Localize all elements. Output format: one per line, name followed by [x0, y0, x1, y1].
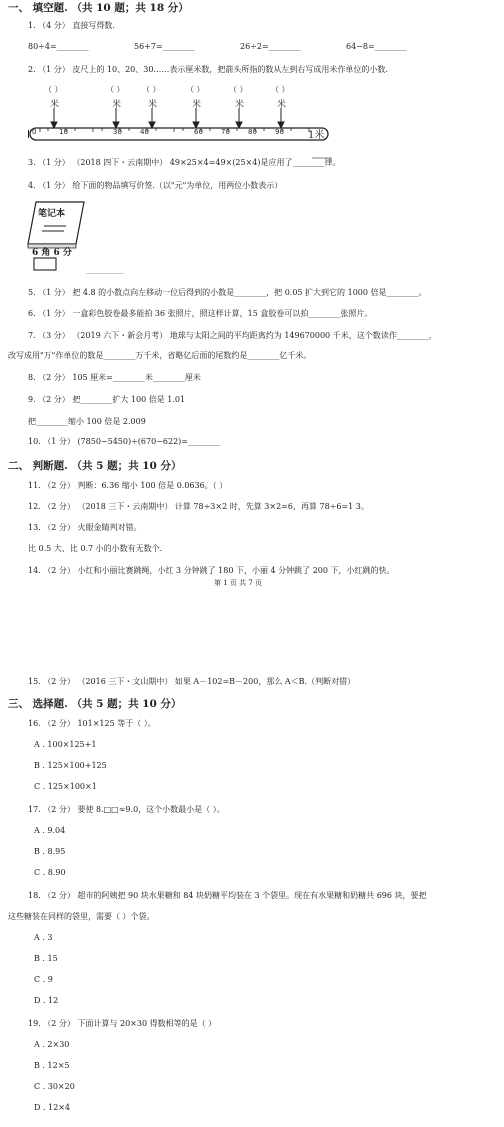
tick-label: 90: [275, 128, 284, 136]
question-9-line1: 9. （2 分） 把________扩大 100 倍是 1.01: [28, 395, 186, 404]
tick-label: 40: [140, 128, 149, 136]
q2-bracket: （ ）: [186, 85, 205, 94]
question-6: 6. （1 分） 一盒彩色胶卷最多能拍 36 张照片，照这样计算，15 盒胶卷可以拍________张照片。: [28, 309, 373, 318]
q2-bracket: （ ）: [106, 85, 125, 94]
q1-item: 26÷2=________: [240, 42, 301, 51]
question-7-line1: 7. （3 分） （2019 六下・新会月考） 地球与太阳之间的平均距离约为 149670000 千米，这个数读作________，: [28, 331, 437, 340]
q2-bracket: （ ）: [271, 85, 290, 94]
option-19c: C . 30×20: [34, 1082, 75, 1091]
page-footer: 第 1 页 共 7 页: [214, 579, 263, 587]
option-16a: A . 100×125+1: [34, 740, 97, 749]
q2-unit: 米: [148, 100, 158, 110]
option-17b: B . 8.95: [34, 847, 66, 856]
q2-unit: 米: [235, 100, 245, 110]
tick-label: 30: [113, 128, 122, 136]
q2-arrows: [0, 0, 504, 200]
question-4-stem: 4. （1 分） 给下面的物品填写价签.（以"元"为单位，用两位小数表示）: [28, 181, 283, 190]
option-19b: B . 12×5: [34, 1061, 70, 1070]
question-19-stem: 19. （2 分） 下面计算与 20×30 得数相等的是（ ）: [28, 1019, 217, 1028]
option-17a: A . 9.04: [34, 826, 66, 835]
q2-bracket: （ ）: [142, 85, 161, 94]
tick-label: 80: [248, 128, 257, 136]
question-9-line2: 把________缩小 100 倍是 2.009: [28, 417, 146, 426]
question-16-stem: 16. （2 分） 101×125 等于（ ）。: [28, 719, 156, 728]
tick-label: 0: [32, 128, 37, 136]
answer-line: [86, 273, 124, 274]
q1-item: 56+7=________: [134, 42, 195, 51]
section-title-judge: 二、 判断题. （共 5 题；共 10 分）: [8, 460, 182, 472]
question-1-stem: 1. （4 分） 直接写得数.: [28, 21, 115, 30]
option-17c: C . 8.90: [34, 868, 66, 877]
tape-end-label: 1米: [308, 130, 325, 141]
section-title-fill-blank: 一、 填空题. （共 10 题；共 18 分）: [8, 2, 189, 14]
question-8: 8. （2 分） 105 厘米=________米________厘米: [28, 373, 201, 382]
question-2-stem: 2. （1 分） 皮尺上的 10、20、30……表示厘米数，把箭头所指的数从左到右写成用米作单位的小数.: [28, 65, 388, 74]
question-18-line2: 这些糖装在同样的袋里，需要（ ）个袋。: [8, 912, 155, 921]
section-title-choice: 三、 选择题. （共 5 题；共 10 分）: [8, 698, 182, 710]
question-5: 5. （1 分） 把 4.8 的小数点向左移动一位后得到的小数是________，把 0.05 扩大到它的 1000 倍是________。: [28, 288, 427, 297]
question-12: 12. （2 分） （2018 三下・云南期中） 计算 78÷3×2 时，先算 3×2=6，再算 78÷6=1 3。: [28, 502, 369, 511]
tick-label: 70: [221, 128, 230, 136]
option-18c: C . 9: [34, 975, 53, 984]
option-16b: B . 125×100+125: [34, 761, 107, 770]
option-19d: D . 12×4: [34, 1103, 71, 1112]
question-13-line2: 比 0.5 大、比 0.7 小的小数有无数个.: [28, 544, 163, 553]
question-14: 14. （2 分） 小红和小丽比赛跳绳，小红 3 分钟跳了 180 下，小丽 4 分钟跳了 200 下，小红跳的快。: [28, 566, 395, 575]
question-11: 11. （2 分） 判断：6.36 缩小 100 倍是 0.0636。（ ）: [28, 481, 228, 490]
q2-bracket: （ ）: [229, 85, 248, 94]
option-16c: C . 125×100×1: [34, 782, 97, 791]
question-15: 15. （2 分） （2016 三下・文山期中） 如果 A－102=B－200，那么 A＜B.（判断对错）: [28, 677, 356, 686]
question-10: 10. （1 分） (7850−5450)÷(670−622)=________: [28, 437, 220, 446]
notebook-price: 6 角 6 分: [32, 248, 72, 258]
question-18-line1: 18. （2 分） 超市的阿姨把 90 块水果糖和 84 块奶糖平均装在 3 个袋里。现在有水果糖和奶糖共 696 块，要把: [28, 891, 427, 900]
question-13-line1: 13. （2 分） 火眼金睛判对错。: [28, 523, 142, 532]
notebook-title: 笔记本: [38, 209, 66, 219]
q1-item: 64−8=________: [346, 42, 407, 51]
option-18d: D . 12: [34, 996, 59, 1005]
q1-item: 80÷4=________: [28, 42, 89, 51]
question-17-stem: 17. （2 分） 要使 8.□□≈9.0，这个小数最小是（ ）。: [28, 805, 225, 814]
q2-unit: 米: [50, 100, 60, 110]
tick-label: 10: [59, 128, 68, 136]
tick-label: 60: [194, 128, 203, 136]
question-3: 3. （1 分） （2018 四下・云南期中） 49×25×4=49×(25×4)是应用了________律。: [28, 158, 341, 167]
q2-unit: 米: [112, 100, 122, 110]
q2-unit: 米: [192, 100, 202, 110]
question-7-line2: 改写成用"万"作单位的数是________万千米，省略亿后面的尾数约是________亿千米。: [8, 351, 312, 360]
option-18a: A . 3: [34, 933, 53, 942]
option-18b: B . 15: [34, 954, 58, 963]
q2-bracket: （ ）: [44, 85, 63, 94]
option-19a: A . 2×30: [34, 1040, 70, 1049]
q2-unit: 米: [277, 100, 287, 110]
